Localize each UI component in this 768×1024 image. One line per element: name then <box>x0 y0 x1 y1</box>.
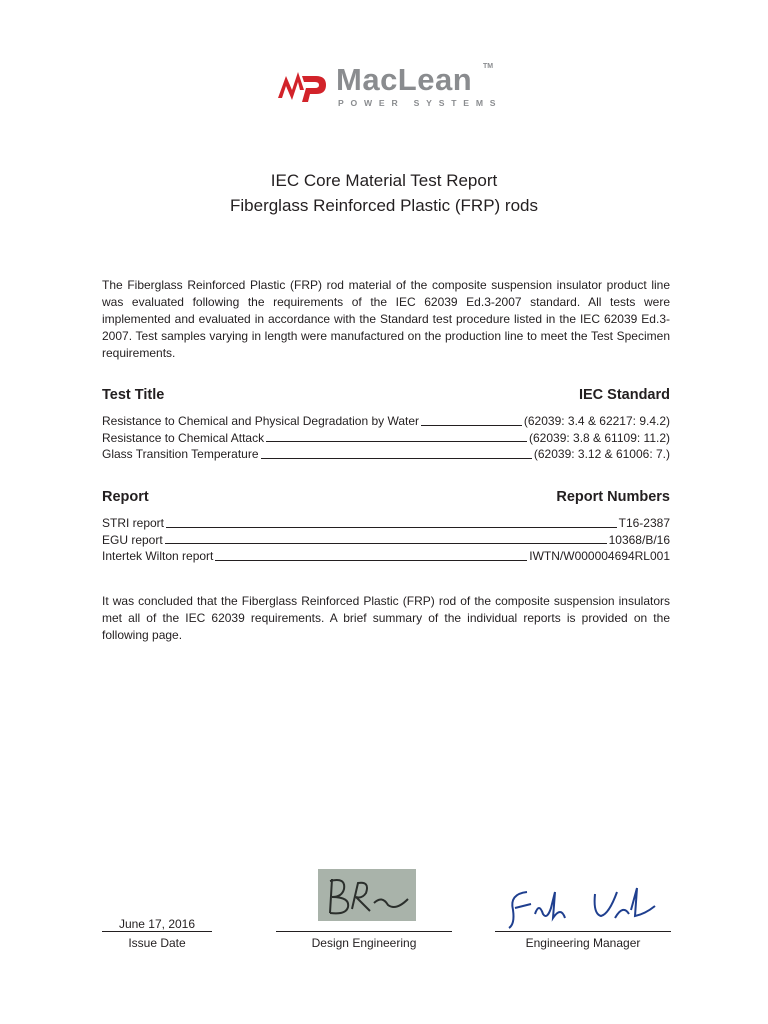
design-engineering-label: Design Engineering <box>311 936 417 950</box>
test-title: Resistance to Chemical Attack <box>102 430 265 445</box>
test-standard: (62039: 3.4 & 62217: 9.4.2) <box>523 414 670 428</box>
report-row <box>102 515 670 532</box>
reports-header-left: Report <box>102 489 149 505</box>
report-name: STRI report <box>102 516 165 530</box>
report-number: T16-2387 <box>618 516 670 530</box>
manager-signature-icon <box>505 884 665 930</box>
logo-wordmark: MacLean <box>336 62 473 97</box>
tests-list <box>102 413 670 463</box>
issue-date-label: Issue Date <box>128 936 186 950</box>
tests-header-right: IEC Standard <box>578 387 670 403</box>
report-number: IWTN/W000004694RL001 <box>529 549 670 563</box>
document-subtitle: Fiberglass Reinforced Plastic (FRP) rods <box>230 196 538 215</box>
report-name: Intertek Wilton report <box>102 549 214 563</box>
issue-date-value: June 17, 2016 <box>118 917 196 931</box>
test-title: Glass Transition Temperature <box>102 447 259 461</box>
report-row <box>102 532 670 549</box>
company-logo <box>276 62 503 112</box>
test-standard: (62039: 3.8 & 61109: 11.2) <box>529 430 670 445</box>
tests-header <box>102 386 670 404</box>
report-row <box>102 548 670 565</box>
reports-header <box>102 488 670 506</box>
document-title: IEC Core Material Test Report <box>270 171 498 190</box>
intro-paragraph: The Fiberglass Reinforced Plastic (FRP) rod material of the composite suspension insulator product line was evaluated following the requirements of the IEC 62039 Ed.3-2007 standard. All tests were implemented and evaluated in accordance with the Standard test procedure listed in the IEC 62039 Ed.3-2007. Test samples varying in length were manufactured on the production line to meet the Test Specimen requirements. <box>102 278 670 360</box>
engineering-manager-line <box>495 931 671 932</box>
test-row <box>102 430 670 447</box>
engineering-manager-label: Engineering Manager <box>525 936 641 950</box>
leader-line <box>166 527 617 528</box>
design-signature-stamp <box>318 869 416 921</box>
test-title: Resistance to Chemical and Physical Degradation by Water <box>102 414 420 428</box>
design-signature-icon <box>318 869 416 921</box>
leader-line <box>261 458 532 459</box>
test-row <box>102 413 670 430</box>
report-name: EGU report <box>102 532 163 547</box>
report-number: 10368/B/16 <box>608 532 670 547</box>
test-row <box>102 446 670 463</box>
reports-list <box>102 515 670 565</box>
leader-line <box>421 425 522 426</box>
maclean-logo-icon <box>276 68 328 108</box>
leader-line <box>215 560 527 561</box>
leader-line <box>165 543 607 544</box>
conclusion-paragraph: It was concluded that the Fiberglass Reinforced Plastic (FRP) rod of the composite suspension insulators met all of the IEC 62039 requirements. A brief summary of the individual reports is provided on the following page. <box>102 594 670 642</box>
design-engineering-line <box>276 931 452 932</box>
logo-tagline: POWER SYSTEMS <box>338 98 503 108</box>
tests-header-left: Test Title <box>102 387 165 403</box>
reports-header-right: Report Numbers <box>556 489 670 505</box>
issue-date-line <box>102 931 212 932</box>
leader-line <box>266 441 527 442</box>
test-standard: (62039: 3.12 & 61006: 7.) <box>533 447 670 461</box>
logo-trademark: TM <box>483 63 494 70</box>
